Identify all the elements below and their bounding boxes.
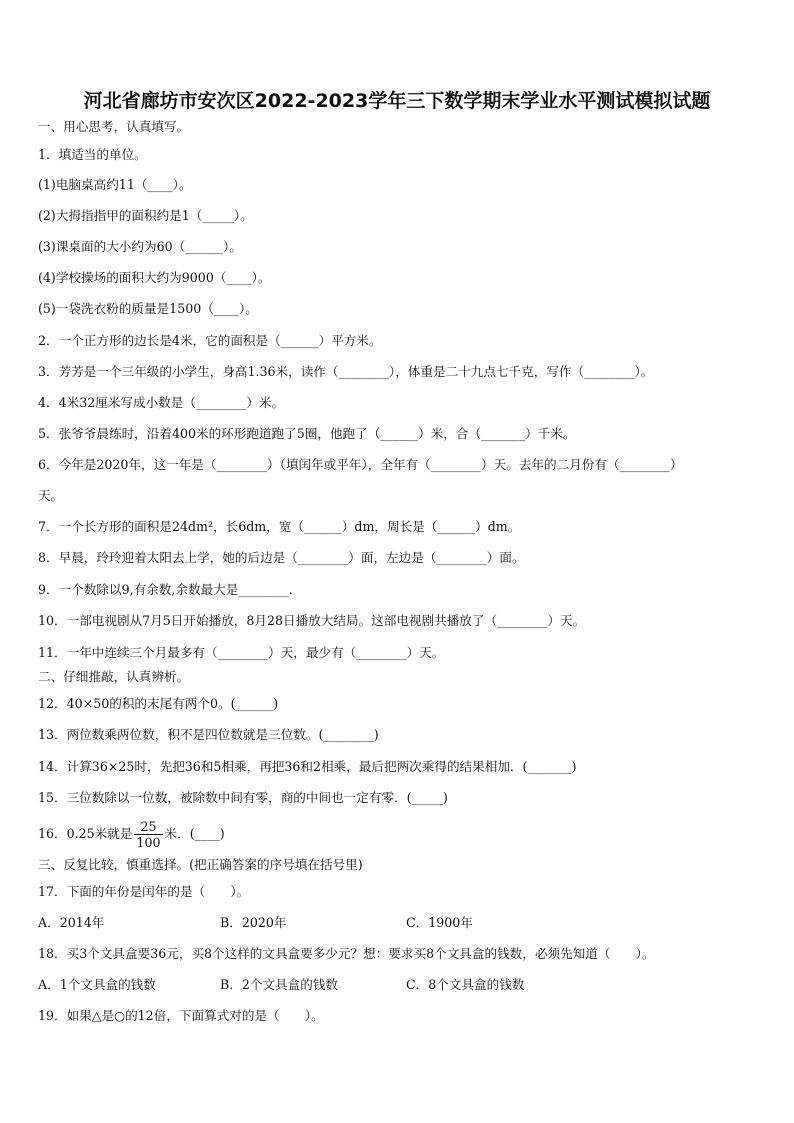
question-1-2: (2)大拇指指甲的面积约是1（_____）。: [38, 208, 253, 223]
choice-c: C．8个文具盒的钱数: [406, 977, 525, 992]
question-14: 14．计算36×25时，先把36和5相乘，再把36和2相乘，最后把两次乘得的结果相加．(_______): [38, 759, 577, 774]
question-10: 10．一部电视剧从7月5日开始播放，8月28日播放大结局。这部电视剧共播放了（________）天。: [38, 613, 586, 628]
question-3: 3．芳芳是一个三年级的小学生，身高1.36米，读作（________），体重是二十九点七千克，写作（________）。: [38, 364, 654, 379]
question-6: 6．今年是2020年，这一年是（________）（填闰年或平年），全年有（________）天。去年的二月份有（________）: [38, 457, 683, 472]
question-1-3: (3)课桌面的大小约为60（______）。: [38, 239, 242, 254]
question-15: 15．三位数除以一位数，被除数中间有零，商的中间也一定有零．(_____): [38, 790, 448, 805]
choice-b: B．2020年: [220, 915, 287, 930]
question-6-continued: 天。: [38, 488, 64, 503]
question-11: 11．一年中连续三个月最多有（________）天，最少有（________）天。: [38, 645, 445, 660]
choice-b: B．2个文具盒的钱数: [220, 977, 339, 992]
section-1-heading: 一、用心思考，认真填写。: [38, 119, 190, 134]
choice-a: A．1个文具盒的钱数: [38, 977, 156, 992]
question-1-4: (4)学校操场的面积大约为9000（____）。: [38, 270, 271, 285]
question-16-suffix: 米．(____): [164, 826, 225, 841]
fraction-numerator: 25: [134, 819, 162, 835]
fraction-25-100: [134, 819, 162, 850]
fraction-denominator: 100: [136, 835, 161, 850]
question-18: 18．买3个文具盒要36元，买8个这样的文具盒要多少元？想：要求买8个文具盒的钱数，必须先知道（ ）。: [38, 946, 655, 961]
section-3-heading: 三、反复比较，慎重选择。(把正确答案的序号填在括号里): [38, 857, 363, 872]
question-1: 1．填适当的单位。: [38, 147, 147, 162]
choice-c: C．1900年: [406, 915, 473, 930]
question-1-1: (1)电脑桌高约11（____）。: [38, 177, 192, 192]
question-16-prefix: 16．0.25米就是: [38, 826, 133, 841]
question-2: 2．一个正方形的边长是4米，它的面积是（______）平方米。: [38, 333, 382, 348]
page-title: 河北省廊坊市安次区2022-2023学年三下数学期末学业水平测试模拟试题: [83, 90, 711, 112]
question-7: 7．一个长方形的面积是24dm²，长6dm，宽（______）dm，周长是（______）dm。: [38, 519, 521, 534]
choice-a: A．2014年: [38, 915, 105, 930]
question-19: 19．如果△是○的12倍，下面算式对的是（ ）。: [38, 1008, 324, 1023]
question-12: 12．40×50的积的末尾有两个0。(______): [38, 696, 279, 711]
question-4: 4．4米32厘米写成小数是（________）米。: [38, 395, 285, 410]
question-1-5: (5)一袋洗衣粉的质量是1500（____）。: [38, 301, 258, 316]
question-9: 9．一个数除以9,有余数,余数最大是________.: [38, 582, 293, 597]
question-16: [38, 817, 225, 851]
section-2-heading: 二、仔细推敲，认真辨析。: [38, 669, 190, 684]
question-8: 8．早晨，玲玲迎着太阳去上学，她的后边是（________）面，左边是（________）面。: [38, 550, 525, 565]
question-13: 13．两位数乘两位数，积不是四位数就是三位数。(________): [38, 727, 379, 742]
question-17: 17．下面的年份是闰年的是（ ）。: [38, 884, 250, 899]
question-5: 5．张爷爷晨练时，沿着400米的环形跑道跑了5圈，他跑了（______）米，合（_______）千米。: [38, 426, 576, 441]
